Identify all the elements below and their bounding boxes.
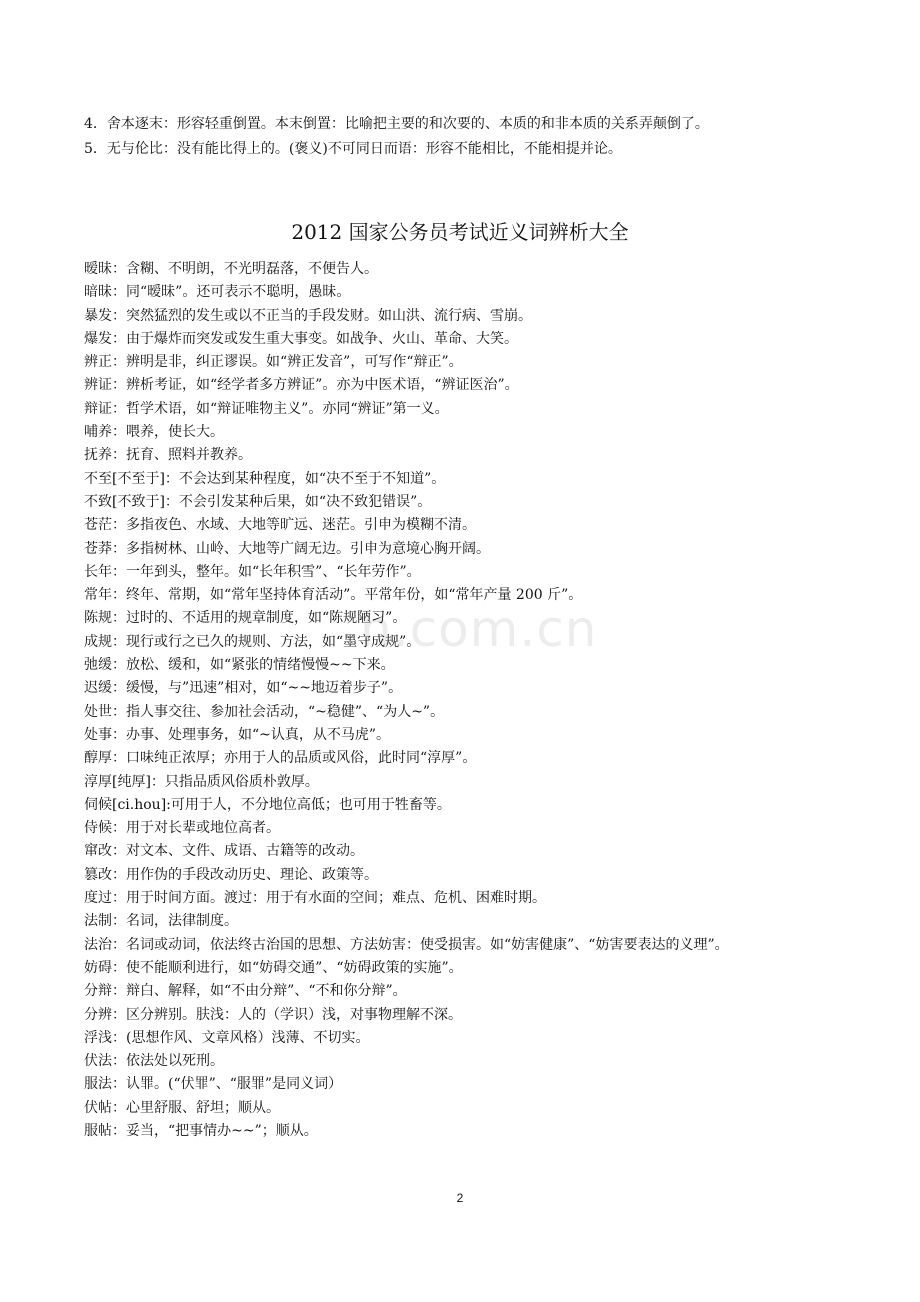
- entry-row: 不致[不致于]：不会引发某种后果，如“决不致犯错误”。: [84, 493, 432, 510]
- entry-row: 窜改：对文本、文件、成语、古籍等的改动。: [84, 843, 364, 860]
- entry-row: 辩证：哲学术语，如“辩证唯物主义”。亦同“辨证”第一义。: [84, 400, 449, 417]
- entry-row: 弛缓：放松、缓和，如“紧张的情绪慢慢~~下来。: [84, 657, 395, 674]
- entry-row: 处世：指人事交往、参加社会活动，“~稳健”、“为人~”。: [84, 703, 445, 720]
- entry-row: 侍候：用于对长辈或地位高者。: [84, 820, 280, 837]
- entry-row: 伏帖：心里舒服、舒坦；顺从。: [84, 1099, 280, 1116]
- entry-row: 浮浅：(思想作风、文章风格）浅薄、不切实。: [84, 1029, 370, 1046]
- page-title: 2012 国家公务员考试近义词辨析大全: [291, 220, 629, 244]
- entry-row: 服法：认罪。(“伏罪”、“服罪”是同义词）: [84, 1076, 343, 1093]
- entry-row: 辨证：辨析考证，如“经学者多方辨证”。亦为中医术语，“辨证医治”。: [84, 377, 519, 394]
- entry-row: 辨正：辨明是非，纠正谬误。如“辨正发音”，可写作“辩正”。: [84, 354, 463, 371]
- entry-row: 爆发：由于爆炸而突发或发生重大事变。如战争、火山、革命、大笑。: [84, 330, 518, 347]
- entry-row: 苍莽：多指树林、山岭、大地等广阔无边。引申为意境心胸开阔。: [84, 540, 490, 557]
- list-item-5: 5．无与伦比：没有能比得上的。(褒义)不可同日而语：形容不能相比，不能相提并论。: [84, 141, 622, 157]
- entry-row: 哺养：喂养，使长大。: [84, 424, 224, 441]
- entry-row: 抚养：抚育、照料并教养。: [84, 447, 252, 464]
- entry-row: 苍茫：多指夜色、水域、大地等旷远、迷茫。引申为模糊不清。: [84, 517, 476, 534]
- entry-row: 妨碍：使不能顺利进行，如“妨碍交通”、“妨碍政策的实施”。: [84, 959, 463, 976]
- entry-row: 服帖：妥当，“把事情办~~”；顺从。: [84, 1122, 318, 1139]
- entry-row: 分辩：辩白、解释，如“不由分辩”、“不和你分辩”。: [84, 983, 407, 1000]
- entry-row: 不至[不至于]：不会达到某种程度，如“决不至于不知道”。: [84, 470, 446, 487]
- watermark: n.com.cn: [360, 600, 598, 658]
- list-item-4: 4．舍本逐末：形容轻重倒置。本末倒置：比喻把主要的和次要的、本质的和非本质的关系弄颠倒了。: [84, 116, 709, 132]
- entry-row: 醇厚：口味纯正浓厚；亦用于人的品质或风俗，此时同“淳厚”。: [84, 750, 477, 767]
- entry-row: 成规：现行或行之已久的规则、方法，如“墨守成规”。: [84, 633, 421, 650]
- entry-row: 伏法：依法处以死刑。: [84, 1053, 224, 1070]
- page-number: 2: [456, 1191, 464, 1205]
- entry-row: 淳厚[纯厚]：只指品质风俗质朴敦厚。: [84, 773, 319, 790]
- entry-row: 度过：用于时间方面。渡过：用于有水面的空间；难点、危机、困难时期。: [84, 890, 546, 907]
- entry-row: 陈规：过时的、不适用的规章制度，如“陈规陋习”。: [84, 610, 407, 627]
- entry-row: 伺候[ci.hou]:可用于人，不分地位高低；也可用于牲畜等。: [84, 796, 451, 813]
- entry-row: 暧昧：含糊、不明朗，不光明磊落，不便告人。: [84, 261, 378, 277]
- entry-row: 迟缓：缓慢，与”迅速”相对，如“~~地迈着步子”。: [84, 680, 403, 697]
- entry-row: 暗昧：同“暧昧”。还可表示不聪明，愚昧。: [84, 284, 351, 301]
- entry-row: 暴发：突然猛烈的发生或以不正当的手段发财。如山洪、流行病、雪崩。: [84, 307, 532, 324]
- entry-row: 法制：名词，法律制度。: [84, 913, 238, 930]
- entry-row: 处事：办事、处理事务，如“~认真，从不马虎”。: [84, 726, 391, 743]
- entry-row: 分辨：区分辨别。肤浅：人的（学识）浅，对事物理解不深。: [84, 1006, 462, 1023]
- entry-row: 常年：终年、常期，如“常年坚持体育活动”。平常年份，如“常年产量 200 斤”。: [84, 587, 583, 604]
- entry-row: 篡改：用作伪的手段改动历史、理论、政策等。: [84, 866, 378, 883]
- entry-list: [84, 258, 904, 1143]
- entry-row: 长年：一年到头，整年。如“长年积雪”、“长年劳作”。: [84, 563, 421, 580]
- entry-row: 法治：名词或动词，依法终古治国的思想、方法妨害：使受损害。如“妨害健康”、“妨害要表达的义理”。: [84, 936, 729, 953]
